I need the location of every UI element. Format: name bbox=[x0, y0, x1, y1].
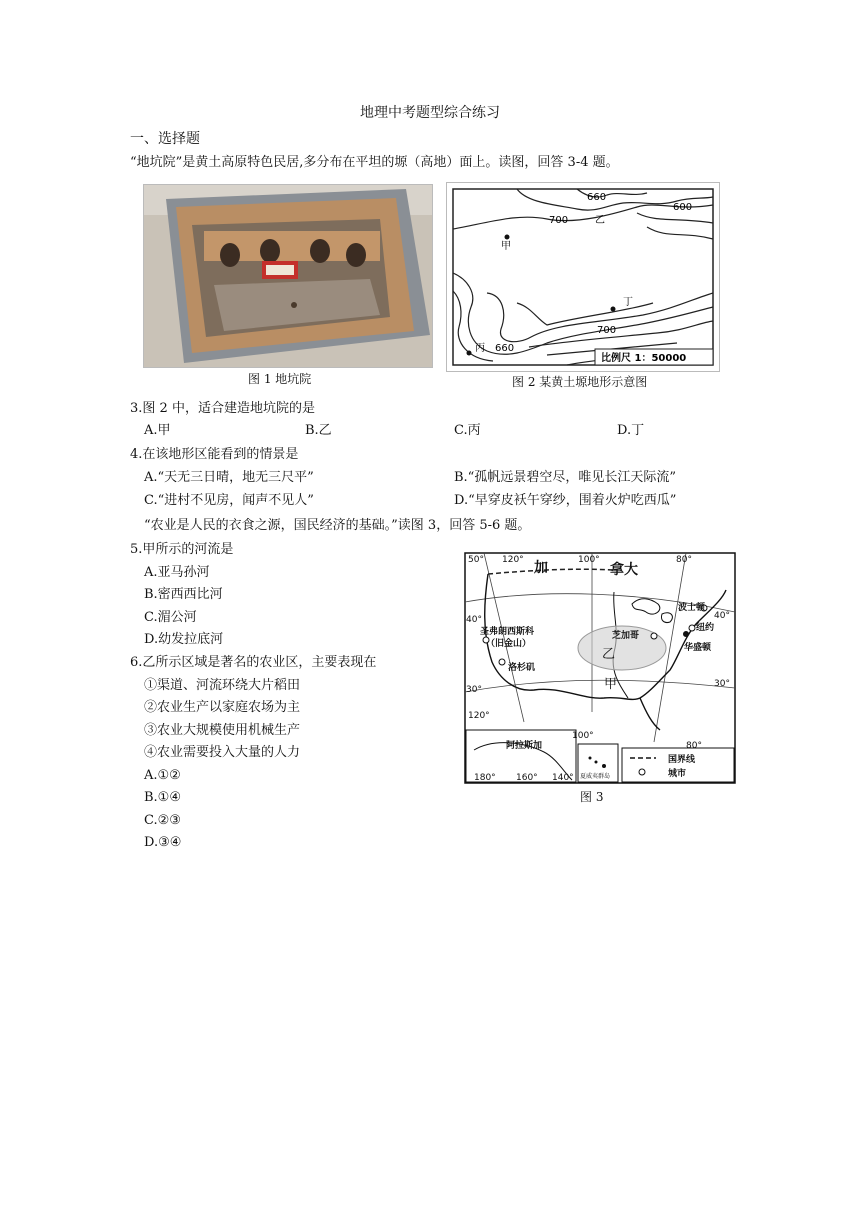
point-ding-label: 丁 bbox=[623, 297, 633, 308]
point-bing-marker bbox=[467, 351, 472, 356]
q5-option-c: C.湄公河 bbox=[144, 610, 197, 625]
point-yi-label: 乙 bbox=[595, 215, 605, 226]
figure-1-caption: 图 1 地坑院 bbox=[248, 372, 312, 386]
q3-option-c: C.丙 bbox=[454, 423, 481, 438]
earth-courtyard-photo bbox=[144, 185, 432, 367]
q4-stem: 4.在该地形区能看到的情景是 bbox=[130, 447, 299, 462]
q4-option-d: D.“早穿皮袄午穿纱，围着火炉吃西瓜” bbox=[454, 493, 677, 508]
q3-option-b: B.乙 bbox=[305, 423, 332, 438]
degree-label-180: 180° bbox=[474, 773, 496, 783]
point-ding-marker bbox=[611, 307, 616, 312]
figure-3-caption: 图 3 bbox=[580, 790, 604, 804]
city-label-sanfrancisco: 圣弗朗西斯科 bbox=[480, 627, 535, 637]
city-label-losangeles: 洛杉矶 bbox=[508, 663, 536, 673]
degree-label-160: 160° bbox=[516, 773, 538, 783]
country-label-nada: 拿大 bbox=[610, 562, 638, 578]
city-label-newyork: 纽约 bbox=[696, 623, 715, 633]
q5-option-b: B.密西西比河 bbox=[144, 587, 223, 602]
section-heading: 一、选择题 bbox=[130, 131, 200, 147]
point-jia-label: 甲 bbox=[501, 241, 511, 252]
city-chicago-marker bbox=[651, 633, 657, 639]
q3-option-a: A.甲 bbox=[144, 423, 171, 438]
city-label-chicago: 芝加哥 bbox=[612, 631, 640, 641]
degree-label-30-left: 30° bbox=[466, 685, 482, 695]
q6-item-3: ③农业大规模使用机械生产 bbox=[144, 723, 301, 738]
degree-label-100-top: 100° bbox=[578, 555, 600, 565]
inset-label-hawaii: 夏威夷群岛 bbox=[580, 773, 611, 780]
city-label-washington: 华盛顿 bbox=[684, 643, 712, 653]
figure-2-caption: 图 2 某黄土塬地形示意图 bbox=[512, 375, 648, 389]
region-label-yi: 乙 bbox=[602, 647, 616, 662]
q5-option-a: A.亚马孙河 bbox=[144, 565, 210, 580]
degree-label-50: 50° bbox=[468, 555, 484, 565]
river-label-jia: 甲 bbox=[604, 677, 618, 692]
degree-label-80-top: 80° bbox=[676, 555, 692, 565]
q4-option-c: C.“进村不见房，闻声不见人” bbox=[144, 493, 314, 508]
region-label-alaska: 阿拉斯加 bbox=[506, 741, 543, 751]
q6-option-d: D.③④ bbox=[144, 835, 182, 850]
contour-label-700-bottom: 700 bbox=[597, 325, 617, 336]
degree-label-140: 140° bbox=[552, 773, 574, 783]
intro-text-1: “地坑院”是黄土高原特色民居,多分布在平坦的塬（高地）面上。读图，回答 3-4 题。 bbox=[130, 155, 619, 170]
degree-label-30-right: 30° bbox=[714, 679, 730, 689]
q6-option-a: A.①② bbox=[144, 768, 181, 783]
city-washington-marker bbox=[683, 631, 689, 637]
contour-label-700-top: 700 bbox=[549, 215, 569, 226]
q6-item-4: ④农业需要投入大量的人力 bbox=[144, 745, 301, 760]
q5-option-d: D.幼发拉底河 bbox=[144, 632, 224, 647]
degree-label-100-bottom: 100° bbox=[572, 731, 594, 741]
degree-label-80-bottom: 80° bbox=[686, 741, 702, 751]
contour-label-660-bottom: 660 bbox=[495, 343, 515, 354]
usa-map bbox=[464, 552, 736, 784]
point-jia-marker bbox=[505, 235, 510, 240]
q6-item-1: ①渠道、河流环绕大片稻田 bbox=[144, 678, 301, 693]
q6-option-b: B.①④ bbox=[144, 790, 181, 805]
page-title: 地理中考题型综合练习 bbox=[360, 105, 500, 121]
figure-3-map bbox=[464, 552, 736, 784]
degree-label-120-top: 120° bbox=[502, 555, 524, 565]
city-label-sanfrancisco-alt: （旧金山） bbox=[486, 639, 532, 649]
q3-option-d: D.丁 bbox=[617, 423, 645, 438]
degree-label-40-right: 40° bbox=[714, 611, 730, 621]
city-newyork-marker bbox=[689, 625, 695, 631]
country-label-jia: 加 bbox=[534, 560, 548, 576]
scale-label: 比例尺 1：50000 bbox=[601, 353, 687, 364]
degree-label-40-left: 40° bbox=[466, 615, 482, 625]
legend-label-city: 城市 bbox=[668, 769, 687, 779]
q6-stem: 6.乙所示区域是著名的农业区，主要表现在 bbox=[130, 655, 377, 670]
q6-item-2: ②农业生产以家庭农场为主 bbox=[144, 700, 301, 715]
city-losangeles-marker bbox=[499, 659, 505, 665]
q5-stem: 5.甲所示的河流是 bbox=[130, 542, 234, 557]
legend-label-border: 国界线 bbox=[668, 755, 696, 765]
point-bing-label: 丙 bbox=[475, 343, 485, 354]
contour-map bbox=[447, 183, 719, 371]
q4-option-a: A.“天无三日晴，地无三尺平” bbox=[144, 470, 314, 485]
contour-label-660-top: 660 bbox=[587, 192, 607, 203]
intro-text-2: “农业是人民的衣食之源，国民经济的基础。”读图 3，回答 5-6 题。 bbox=[144, 518, 531, 533]
figure-2-contour-map bbox=[446, 182, 720, 372]
q3-stem: 3.图 2 中，适合建造地坑院的是 bbox=[130, 401, 315, 416]
degree-label-120-bottom: 120° bbox=[468, 711, 490, 721]
q4-option-b: B.“孤帆远景碧空尽，唯见长江天际流” bbox=[454, 470, 676, 485]
figure-1-photo bbox=[143, 184, 433, 368]
q6-option-c: C.②③ bbox=[144, 813, 181, 828]
contour-label-600: 600 bbox=[673, 202, 693, 213]
city-label-boston: 波士顿 bbox=[678, 603, 706, 613]
